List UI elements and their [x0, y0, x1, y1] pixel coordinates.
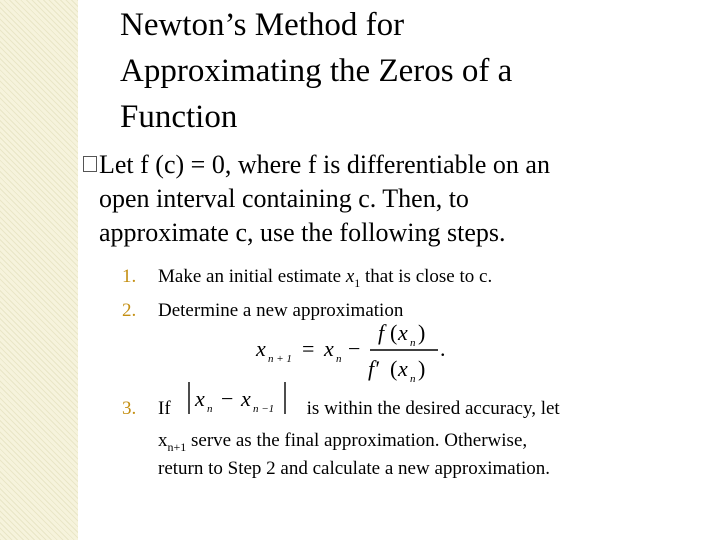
formula-period: .	[440, 336, 446, 361]
decorative-sidebar	[0, 0, 78, 540]
absolute-difference	[185, 378, 295, 418]
formula-eq: =	[302, 336, 315, 361]
formula-den-sub: n	[410, 373, 416, 385]
step-number: 3.	[122, 398, 137, 419]
step-1	[122, 266, 492, 291]
formula-lhs-var: x	[256, 336, 266, 361]
svg-text:): )	[418, 356, 426, 381]
formula-num-var: x	[398, 320, 408, 345]
step-3-line-2	[158, 430, 527, 455]
bullet-line-2: open interval containing c. Then, to	[99, 184, 469, 213]
step-number: 2.	[122, 300, 137, 321]
title-line-3: Function	[120, 99, 238, 135]
subscript: 1	[354, 275, 361, 290]
abs-var-a: x	[195, 386, 205, 411]
formula-lhs-sub: n + 1	[268, 353, 292, 365]
square-bullet-icon	[83, 156, 97, 172]
formula-num-sub: n	[410, 337, 416, 349]
step-text: is within the desired accuracy, let	[306, 398, 560, 419]
formula-minus: −	[348, 336, 361, 361]
formula-den-var: x	[398, 356, 408, 381]
variable: x	[158, 430, 168, 451]
bullet-text	[99, 148, 689, 250]
formula-rhs-var: x	[324, 336, 334, 361]
variable: x	[345, 266, 355, 287]
step-text: Determine a new approximation	[158, 300, 404, 321]
formula-num-f: f	[378, 320, 385, 345]
svg-text:(: (	[390, 356, 398, 381]
formula-den-f: f′	[368, 356, 379, 381]
svg-text:): )	[418, 320, 426, 345]
abs-sub-a: n	[207, 403, 213, 415]
step-number: 1.	[122, 266, 137, 287]
formula-rhs-sub: n	[336, 353, 342, 365]
step-text-end: that is close to c.	[360, 266, 493, 287]
subscript: n+1	[167, 439, 187, 454]
bullet-line-3: approximate c, use the following steps.	[99, 218, 506, 247]
abs-sub-b: n −1	[253, 403, 275, 415]
abs-var-b: x	[241, 386, 251, 411]
step-if: If	[158, 398, 171, 419]
title-line-1: Newton’s Method for	[120, 7, 405, 43]
bullet-line-1: Let f (c) = 0, where f is differentiable on an	[99, 150, 550, 179]
slide-title	[120, 2, 680, 140]
abs-minus: −	[221, 386, 234, 411]
svg-text:(: (	[390, 320, 398, 345]
step-3-line-3: return to Step 2 and calculate a new approximation.	[158, 458, 551, 479]
newton-formula	[252, 316, 452, 386]
step-text: serve as the final approximation. Otherwise,	[186, 430, 528, 451]
title-line-2: Approximating the Zeros of a	[120, 53, 513, 89]
step-text: Make an initial estimate	[158, 266, 346, 287]
